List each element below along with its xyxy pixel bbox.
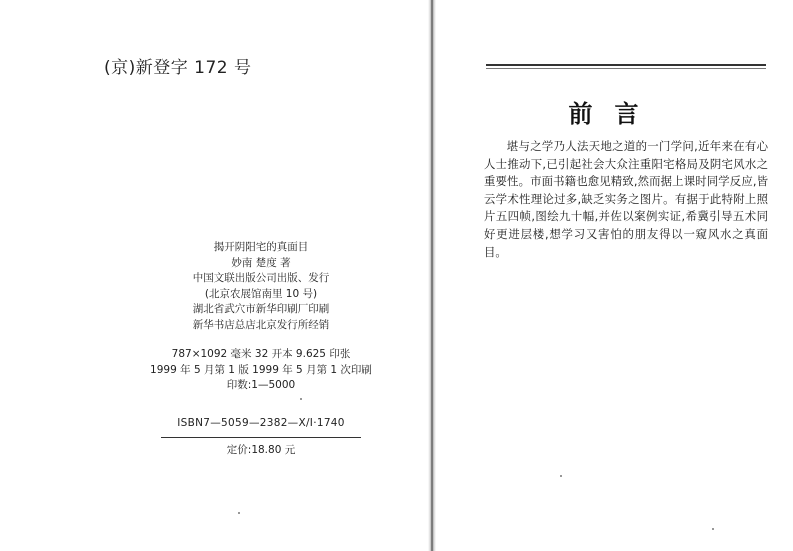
preface-page <box>436 0 793 551</box>
isbn: ISBN7—5059—2382—X/I·1740 <box>177 416 345 429</box>
format-spec: 787×1092 毫米 32 开本 9.625 印张 <box>171 348 351 360</box>
scan-speck <box>238 512 240 514</box>
distributor: 新华书店总店北京发行所经销 <box>192 318 330 331</box>
publisher: 中国文联出版公司出版、发行 <box>192 272 330 284</box>
divider <box>161 437 361 438</box>
price: 定价:18.80 元 <box>226 444 296 456</box>
top-rule <box>486 64 766 66</box>
preface-body: 堪与之学乃人法天地之道的一门学问,近年来在有心人士推动下,已引起社会大众注重阳宅格局及阴宅风水之重要性。市面书籍也愈见精致,然而据上课时同学反应,皆云学术性理论过多,缺乏实务之图片。有据于此特附上照片五四帧,图绘九十幅,并佐以案例实证,希冀引导五术同好更进层楼,想学习又害怕的朋友得以一窥风水之真面目。 <box>484 139 768 259</box>
book-title: 揭开阴阳宅的真面目 <box>213 241 309 253</box>
scan-speck <box>560 475 562 477</box>
print-run: 印数:1—5000 <box>226 379 296 391</box>
colophon-block <box>150 240 372 459</box>
scan-speck <box>300 398 302 400</box>
printer: 湖北省武穴市新华印刷厂印刷 <box>192 303 330 315</box>
top-rule-secondary <box>486 68 766 69</box>
scan-speck <box>712 528 714 530</box>
book-gutter <box>428 0 436 551</box>
publisher-address: (北京农展馆南里 10 号) <box>204 287 318 300</box>
edition-info: 1999 年 5 月第 1 版 1999 年 5 月第 1 次印刷 <box>150 363 372 376</box>
authors: 妙南 楚度 著 <box>231 256 291 269</box>
preface-title: 前言 <box>568 100 661 128</box>
registration-number: (京)新登字 172 号 <box>104 58 252 78</box>
